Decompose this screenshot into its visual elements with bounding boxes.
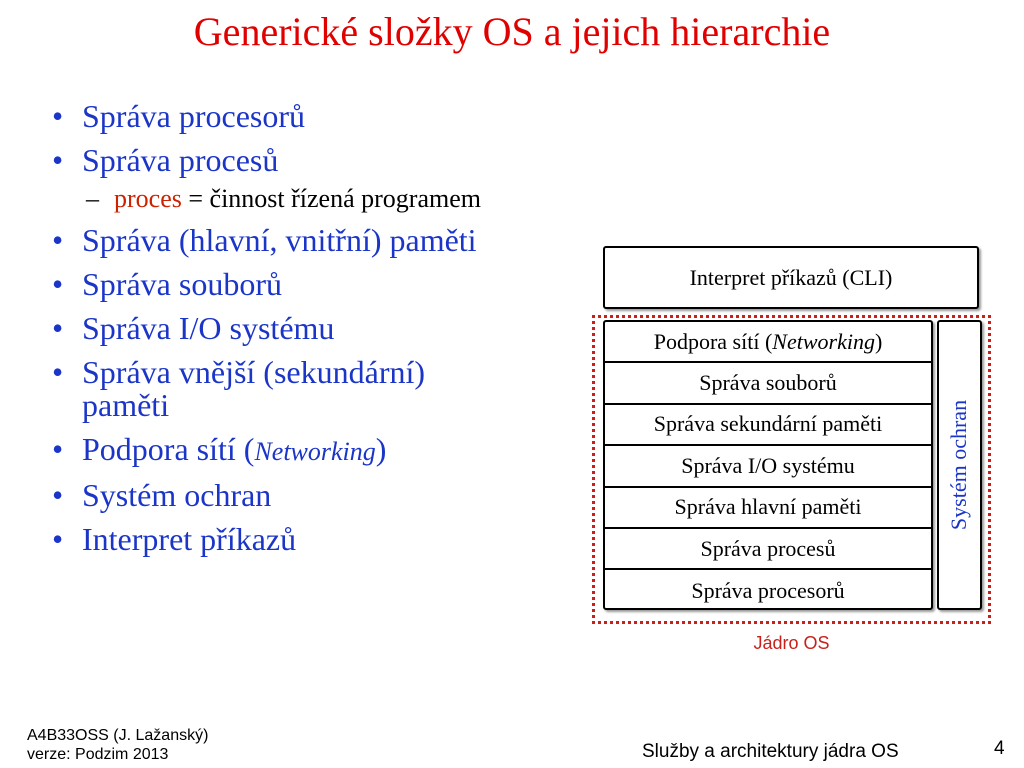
- bullet-text: Správa procesů: [82, 142, 279, 178]
- bullet-text: Správa souborů: [82, 266, 282, 302]
- layer-main-memory: [605, 488, 931, 529]
- layer-files: [605, 363, 931, 404]
- layer-networking: [605, 322, 931, 363]
- layer-label-italic: Networking: [772, 328, 875, 354]
- layer-label: Správa hlavní paměti: [674, 494, 862, 520]
- bullet-text-italic: Networking: [254, 437, 376, 466]
- footer-course: A4B33OSS (J. Lažanský): [27, 727, 209, 744]
- layer-label: Podpora sítí (: [653, 328, 773, 354]
- cli-box: [603, 246, 979, 309]
- layer-label: Správa procesorů: [691, 578, 845, 604]
- bullet-marker: •: [52, 310, 64, 346]
- footer-topic: Služby a architektury jádra OS: [642, 741, 899, 762]
- bullet-text-line2: paměti: [82, 387, 170, 423]
- bullet-item: [52, 312, 592, 345]
- bullet-text: Správa I/O systému: [82, 310, 335, 346]
- layer-io: [605, 446, 931, 487]
- bullet-text-close: ): [375, 431, 387, 467]
- bullet-text: Podpora sítí (: [82, 431, 255, 467]
- bullet-marker: •: [52, 477, 64, 513]
- bullet-item: [52, 224, 592, 257]
- sub-bullet-item: [52, 184, 592, 214]
- bullet-text-line1: Správa vnější (sekundární): [82, 354, 426, 390]
- bullet-item: [52, 144, 592, 177]
- bullet-item: [52, 479, 592, 512]
- layer-label-close: ): [874, 328, 883, 354]
- layer-processes: [605, 529, 931, 570]
- layer-label: Správa souborů: [699, 370, 837, 396]
- sub-bullet-marker: –: [86, 184, 99, 213]
- footer-course-info: [27, 726, 208, 764]
- bullet-item: [52, 433, 592, 468]
- slide-title: Generické složky OS a jejich hierarchie: [193, 9, 831, 54]
- bullet-item: [52, 268, 592, 301]
- layer-label: Správa I/O systému: [681, 452, 855, 478]
- bullet-marker: •: [52, 521, 64, 557]
- bullet-marker: •: [52, 98, 64, 134]
- bullet-text: Správa procesorů: [82, 98, 306, 134]
- bullet-text: Interpret příkazů: [82, 521, 297, 557]
- bullet-text: Systém ochran: [82, 477, 272, 513]
- bullet-item: [52, 356, 592, 422]
- bullet-marker: •: [52, 142, 64, 178]
- layer-label: Správa sekundární paměti: [653, 411, 883, 437]
- bullet-text: Správa (hlavní, vnitřní) paměti: [82, 222, 477, 258]
- bullet-list: [52, 100, 592, 567]
- layer-label: Správa procesů: [700, 535, 836, 561]
- sub-bullet-term: proces: [114, 184, 182, 213]
- bullet-marker: •: [52, 431, 64, 467]
- protection-system-box: [937, 320, 982, 610]
- bullet-item: [52, 523, 592, 556]
- layer-secondary-memory: [605, 405, 931, 446]
- bullet-marker: •: [52, 266, 64, 302]
- protection-system-label: Systém ochran: [946, 399, 972, 531]
- bullet-marker: •: [52, 222, 64, 258]
- layer-processors: [605, 570, 931, 611]
- sub-bullet-definition: = činnost řízená programem: [181, 184, 481, 213]
- footer-version: verze: Podzim 2013: [27, 746, 169, 763]
- cli-label: Interpret příkazů (CLI): [689, 264, 893, 290]
- bullet-item: [52, 100, 592, 133]
- kernel-label: Jádro OS: [753, 633, 830, 653]
- page-number: 4: [994, 738, 1005, 759]
- kernel-layer-stack: [603, 320, 933, 610]
- bullet-marker: •: [52, 354, 64, 390]
